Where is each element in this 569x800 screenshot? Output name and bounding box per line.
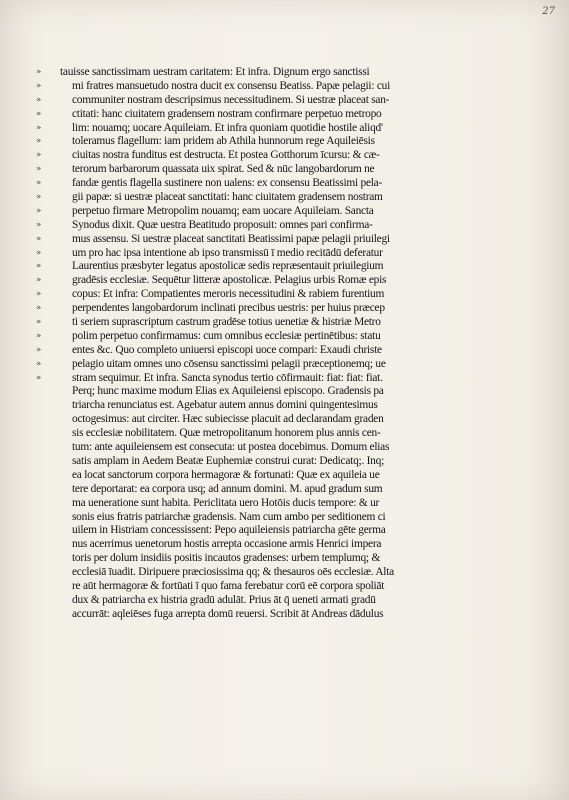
line-text: octogesimus: aut circiter. Hæc subiecisse placuit ad declarandam graden bbox=[72, 413, 384, 426]
quote-marker: » bbox=[36, 289, 42, 300]
text-line bbox=[36, 413, 536, 427]
text-line bbox=[36, 149, 536, 163]
text-line bbox=[36, 233, 536, 247]
text-line bbox=[36, 552, 536, 566]
line-text: toleramus flagellum: iam pridem ab Athila hunnorum rege Aquileiēsis bbox=[72, 135, 375, 148]
line-text: ti seriem suprascriptum castrum gradēse totius uenetiæ & histriæ Metro bbox=[72, 316, 381, 329]
quote-marker: » bbox=[36, 219, 42, 230]
text-line bbox=[36, 358, 536, 372]
text-line bbox=[36, 330, 536, 344]
text-line bbox=[36, 566, 536, 580]
text-block bbox=[36, 66, 536, 622]
quote-marker: » bbox=[36, 303, 42, 314]
text-line bbox=[36, 247, 536, 261]
line-text: lim: nouamq; uocare Aquileiam. Et infra quoniam quotidie hostile aliqd' bbox=[72, 121, 383, 134]
text-line bbox=[36, 177, 536, 191]
line-text: ecclesiā īuadit. Diripuere præciosissima qq; & thesauros oēs ecclesiæ. Alta bbox=[72, 566, 394, 579]
line-text: dux & patriarcha ex histria gradū adulāt. Prius āt q̄ ueneti armati gradū bbox=[72, 593, 376, 606]
text-line bbox=[36, 288, 536, 302]
text-line bbox=[36, 385, 536, 399]
line-text: gii papæ: si uestræ placeat sanctitati: hanc ciuitatem gradensem nostram bbox=[72, 191, 383, 204]
line-text: mi fratres mansuetudo nostra ducit ex consensu Beatiss. Papæ pelagii: cui bbox=[72, 79, 391, 92]
text-line bbox=[36, 524, 536, 538]
line-text: gradēsis ecclesiæ. Sequētur litteræ apostolicæ. Pelagius urbis Romæ epis bbox=[72, 274, 387, 287]
text-line bbox=[36, 191, 536, 205]
quote-marker: » bbox=[36, 94, 42, 105]
text-line bbox=[36, 594, 536, 608]
text-line bbox=[36, 135, 536, 149]
quote-marker: » bbox=[36, 67, 42, 77]
text-line bbox=[36, 108, 536, 122]
quote-marker: » bbox=[36, 164, 42, 175]
folio-number: 27 bbox=[542, 6, 555, 17]
line-text: toris per dolum insidiis positis incautos gradenses: urbem templumq; & bbox=[72, 552, 381, 565]
text-line bbox=[36, 511, 536, 525]
line-text: re aūt hermagoræ & fortūati ī quo fama ferebatur corū eē corpora spoliāt bbox=[72, 579, 385, 592]
line-text: ea locat sanctorum corpora hermagoræ & fortunati: Quæ ex aquileia ue bbox=[72, 468, 380, 481]
text-line bbox=[36, 219, 536, 233]
quote-marker: » bbox=[36, 150, 42, 161]
line-text: fandæ gentis flagella sustinere non ualens: ex consensu Beatissimi pela- bbox=[72, 177, 383, 190]
line-text: entes &c. Quo completo uniuersi episcopi uoce compari: Exaudi christe bbox=[72, 343, 382, 356]
line-text: stram sequimur. Et infra. Sancta synodus tertio cōfirmauit: fiat: fiat: fiat. bbox=[72, 371, 383, 384]
quote-marker: » bbox=[36, 178, 42, 189]
line-text: tum: ante aquileiensem est consecuta: ut postea docebimus. Domum elias bbox=[72, 441, 390, 454]
quote-marker: » bbox=[36, 344, 42, 355]
text-line bbox=[36, 274, 536, 288]
line-text: tauisse sanctissimam uestram caritatem: Et infra. Dignum ergo sanctissi bbox=[60, 66, 370, 78]
line-text: mus assensu. Si uestræ placeat sanctitati Beatissimi papæ pelagii priuilegi bbox=[72, 232, 390, 245]
text-line bbox=[36, 399, 536, 413]
quote-marker: » bbox=[36, 330, 42, 341]
line-text: tere deportarat: ea corpora usq; ad annum domini. M. apud gradum sum bbox=[72, 482, 383, 495]
line-text: ctitati: hanc ciuitatem gradensem nostram confirmare perpetuo metropo bbox=[72, 107, 382, 120]
line-text: sis ecclesiæ nobilitatem. Quæ metropolitanum honorem plus annis cen- bbox=[72, 427, 381, 440]
line-text: um pro hac ipsa intentione ab ipso transmissū ī medio recitādū deferatur bbox=[72, 246, 383, 259]
text-line bbox=[36, 80, 536, 94]
line-text: Synodus dixit. Quæ uestra Beatitudo proposuit: omnes pari confirma- bbox=[72, 218, 373, 231]
line-text: Perq; hunc maxime modum Elias ex Aquileiensi episcopo. Gradensis pa bbox=[72, 385, 384, 398]
line-text: pelagio uitam omnes uno cōsensu sanctissimi pelagii præceptionemq; ue bbox=[72, 357, 386, 370]
line-text: triarcha renunciatus est. Agebatur autem annus domini quingentesimus bbox=[72, 399, 378, 412]
text-line bbox=[36, 469, 536, 483]
quote-marker: » bbox=[36, 358, 42, 369]
text-line bbox=[36, 205, 536, 219]
quote-marker: » bbox=[36, 372, 42, 383]
line-text: uilem in Histriam concessissent: Pepo aquileiensis patriarcha gēte germa bbox=[72, 524, 386, 537]
text-line bbox=[36, 455, 536, 469]
text-line bbox=[36, 260, 536, 274]
line-text: terorum barbarorum quassata uix spirat. Sed & nūc langobardorum ne bbox=[72, 163, 375, 176]
quote-marker: » bbox=[36, 261, 42, 272]
text-line bbox=[36, 94, 536, 108]
line-text: satis amplam in Aedem Beatæ Euphemiæ construi curat: Dedicatq;. Inq; bbox=[72, 454, 384, 467]
quote-marker: » bbox=[36, 108, 42, 119]
quote-marker: » bbox=[36, 247, 42, 258]
text-line bbox=[36, 344, 536, 358]
text-line bbox=[36, 483, 536, 497]
line-text: perpendentes langobardorum inclinati precibus uestris: per huius præcep bbox=[72, 302, 385, 315]
text-line bbox=[36, 316, 536, 330]
quote-marker: » bbox=[36, 205, 42, 216]
line-text: copus: Et infra: Compatientes meroris necessitudini & rabiem furentium bbox=[72, 288, 385, 301]
text-line bbox=[36, 122, 536, 136]
line-text: polim perpetuo confirmamus: cum omnibus ecclesiæ pertinētibus: statu bbox=[72, 329, 381, 342]
text-line bbox=[36, 163, 536, 177]
text-line bbox=[36, 538, 536, 552]
line-text: communiter nostram descripsimus necessitudinem. Si uestræ placeat san- bbox=[72, 93, 390, 106]
quote-marker: » bbox=[36, 275, 42, 286]
line-text: Laurentius præsbyter legatus apostolicæ sedis repræsentauit priuilegium bbox=[72, 260, 384, 273]
line-text: perpetuo firmare Metropolim nouamq; eam uocare Aquileiam. Sancta bbox=[72, 204, 374, 217]
quote-marker: » bbox=[36, 80, 42, 91]
text-line bbox=[36, 372, 536, 386]
line-text: nus acerrimus uenetorum hostis arrepta occasione armis Henrici impera bbox=[72, 538, 382, 551]
text-line bbox=[36, 302, 536, 316]
quote-marker: » bbox=[36, 192, 42, 203]
quote-marker: » bbox=[36, 122, 42, 133]
text-line bbox=[36, 497, 536, 511]
quote-marker: » bbox=[36, 136, 42, 147]
line-text: sonis eius fratris patriarchæ gradensis. Nam cum ambo per seditionem ci bbox=[72, 510, 386, 523]
line-text: ciuitas nostra funditus est destructa. Et postea Gotthorum īcursu: & cæ- bbox=[72, 149, 380, 162]
quote-marker: » bbox=[36, 233, 42, 244]
quote-marker: » bbox=[36, 317, 42, 328]
text-line bbox=[36, 441, 536, 455]
text-line bbox=[36, 580, 536, 594]
line-text: accurrāt: aqleiēses fuga arrepta domū reuersi. Scribit āt Andreas dādulus bbox=[72, 607, 384, 620]
line-text: ma ueneratione sunt habita. Periclitata uero Hotōis ducis tempore: & ur bbox=[72, 496, 380, 509]
text-line bbox=[36, 608, 536, 622]
text-line bbox=[36, 427, 536, 441]
text-line bbox=[36, 66, 536, 80]
